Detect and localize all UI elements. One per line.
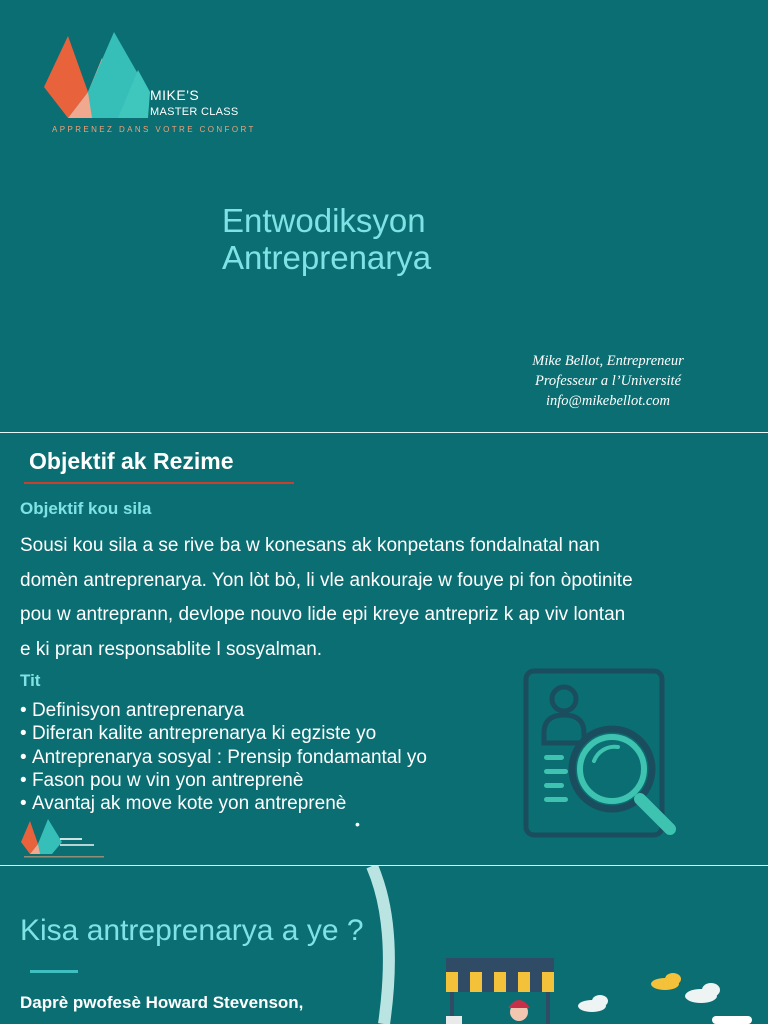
mikes-master-class-logo-icon	[42, 30, 292, 140]
author-name: Mike Bellot, Entrepreneur	[532, 353, 684, 369]
objectives-paragraph	[20, 529, 720, 667]
presentation-title	[222, 202, 431, 276]
title-line-1: Entwodiksyon	[222, 202, 426, 239]
objectives-slide	[0, 433, 768, 865]
list-item: • Diferan kalite antreprenarya ki egziste yo	[20, 722, 427, 745]
title-rule	[30, 970, 78, 973]
list-item: • Antreprenarya sosyal : Prensip fondamantal yo	[20, 746, 427, 769]
logo-subname: MASTER CLASS	[150, 106, 239, 118]
title-slide	[0, 0, 768, 432]
list-item: • Definisyon antreprenarya	[20, 699, 427, 722]
mikes-master-class-logo-small-icon	[20, 818, 115, 860]
stray-bullet: •	[355, 816, 360, 832]
author-role: Professeur a l’Université	[534, 373, 682, 389]
definition-intro: Daprè pwofesè Howard Stevenson,	[20, 993, 304, 1012]
logo-tagline: APPRENEZ DANS VOTRE CONFORT	[52, 125, 256, 134]
slide-title: Objektif ak Rezime	[29, 448, 234, 474]
paragraph-line: Sousi kou sila a se rive ba w konesans ak konpetans fondalnatal nan	[20, 535, 600, 556]
document-search-icon	[520, 665, 685, 840]
paragraph-line: pou w antreprann, devlope nouvo lide epi kreye antrepriz k ap viv lontan	[20, 604, 626, 625]
author-block	[478, 351, 738, 411]
awning-stripes	[446, 972, 554, 992]
list-item: • Avantaj ak move kote yon antreprenè	[20, 792, 427, 815]
slide-title: Kisa antreprenarya a ye ?	[20, 914, 364, 947]
title-underline	[24, 482, 294, 484]
logo-name: MIKE'S	[150, 87, 200, 103]
objectives-subheading: Objektif kou sila	[20, 499, 152, 518]
topics-heading: Tit	[20, 671, 41, 690]
paragraph-line: e ki pran responsablite l sosyalman.	[20, 638, 323, 660]
author-email: info@mikebellot.com	[545, 393, 671, 409]
topics-list	[20, 699, 427, 815]
definition-slide	[0, 866, 768, 1024]
title-line-2: Antreprenarya	[222, 239, 432, 276]
paragraph-line: domèn antreprenarya. Yon lòt bò, li vle ankouraje w fouye pi fon òpotinite	[20, 569, 633, 591]
list-item: • Fason pou w vin yon antreprenè	[20, 769, 427, 792]
